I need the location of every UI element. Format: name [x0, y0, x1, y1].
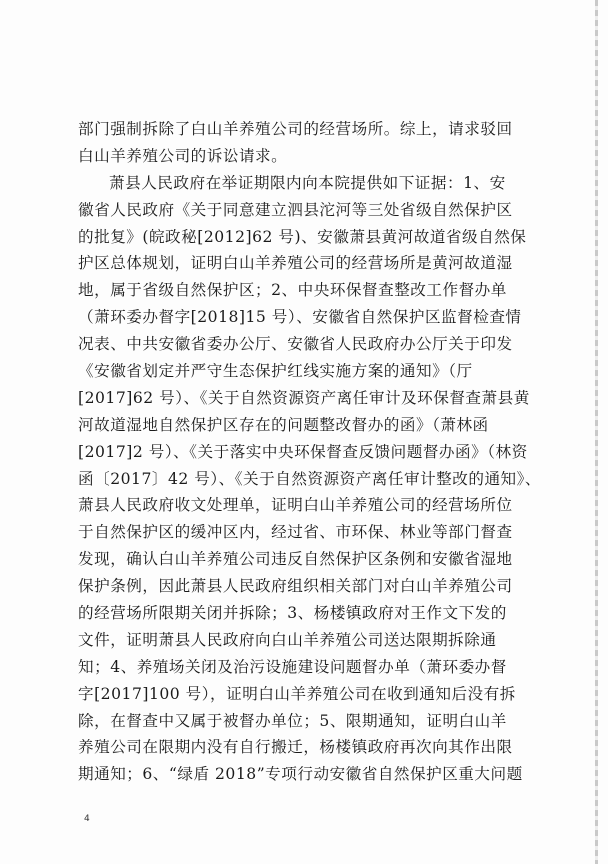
page-number: 4: [84, 814, 90, 824]
text-line: 除，在督查中又属于被督办单位；5、限期通知，证明白山羊: [78, 711, 507, 730]
text-line: 萧县人民政府收文处理单，证明白山羊养殖公司的经营场所位: [78, 496, 513, 515]
text-line: 徽省人民政府《关于同意建立泗县沱河等三处省级自然保护区: [78, 200, 513, 219]
text-line: 文件，证明萧县人民政府向白山羊养殖公司送达限期拆除通: [78, 630, 497, 649]
text-line: 字[2017]100 号），证明白山羊养殖公司在收到通知后没有拆: [78, 684, 516, 703]
text-line: 护区总体规划，证明白山羊养殖公司的经营场所是黄河故道湿: [78, 254, 513, 273]
text-line: 保护条例，因此萧县人民政府组织相关部门对白山羊养殖公司: [78, 577, 513, 596]
text-line: 的批复》(皖政秘[2012]62 号)、安徽萧县黄河故道省级自然保: [78, 227, 527, 246]
text-line: （萧环委办督字[2018]15 号）、安徽省自然保护区监督检查情: [78, 308, 522, 327]
paragraph-start-line: 萧县人民政府在举证期限内向本院提供如下证据：1、安: [109, 173, 506, 192]
text-line: 发现，确认白山羊养殖公司违反自然保护区条例和安徽省湿地: [78, 550, 513, 569]
text-line: 的经营场所限期关闭并拆除；3、杨楼镇政府对王作文下发的: [78, 604, 507, 623]
binding-edge: [595, 0, 598, 864]
text-line: 期通知；6、“绿盾 2018”专项行动安徽省自然保护区重大问题: [78, 765, 523, 784]
text-line: 函〔2017〕42 号）、《关于自然资源资产离任审计整改的通知》、: [78, 469, 542, 488]
text-line: 《安徽省划定并严守生态保护红线实施方案的通知》（厅: [78, 362, 473, 381]
text-line: 况表、中共安徽省委办公厅、安徽省人民政府办公厅关于印发: [78, 335, 513, 354]
text-line: 白山羊养殖公司的诉讼请求。: [78, 146, 288, 165]
text-line: 养殖公司在限期内没有自行搬迁，杨楼镇政府再次向其作出限: [78, 738, 513, 757]
text-line: 河故道湿地自然保护区存在的问题整改督办的函》（萧林函: [78, 415, 489, 434]
text-line: 知；4、养殖场关闭及治污设施建设问题督办单（萧环委办督: [78, 657, 507, 676]
text-line: 地，属于省级自然保护区；2、中央环保督查整改工作督办单: [78, 281, 507, 300]
text-line: [2017]2 号）、《关于落实中央环保督查反馈问题督办函》（林资: [78, 442, 528, 461]
text-line: 于自然保护区的缓冲区内，经过省、市环保、林业等部门督查: [78, 523, 513, 542]
body-text: [78, 116, 544, 788]
text-line: 部门强制拆除了白山羊养殖公司的经营场所。综上，请求驳回: [78, 120, 513, 138]
text-line: [2017]62 号）、《关于自然资源资产离任审计及环保督查萧县黄: [78, 388, 530, 407]
